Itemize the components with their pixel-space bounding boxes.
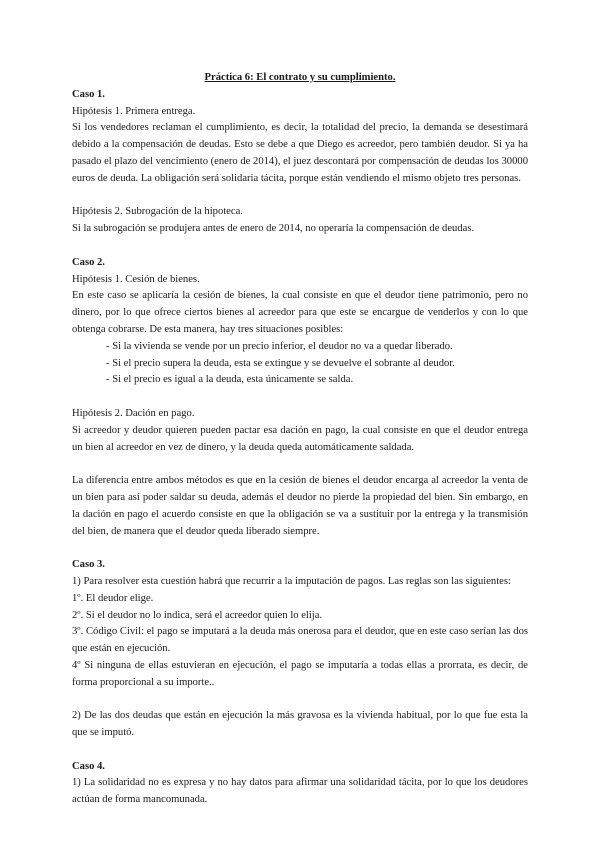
document-title: Práctica 6: El contrato y su cumplimiento.: [204, 72, 396, 83]
caso-2-diferencia-text: La diferencia entre ambos métodos es que en la cesión de bienes el deudor encarga al acreedor la venta de un bien para así poder saldar su deuda, además el deudor no pierde la propiedad del bien. Sin embargo, en la dación en pago el acuerdo consiste en que la obligación se va a sustituir por la entrega y la transmisión del bien, de manera que el deudor queda liberado siempre.: [72, 475, 528, 537]
caso-2-heading: Caso 2.: [72, 256, 105, 268]
caso-2-situaciones-list: [72, 339, 528, 389]
caso-2-hipotesis-2-label: Hipótesis 2. Dación en pago.: [72, 407, 195, 419]
caso-1-hipotesis-2-label: Hipótesis 2. Subrogación de la hipoteca.: [72, 206, 243, 218]
caso-1-hipotesis-1-text: Si los vendedores reclaman el cumplimiento, es decir, la totalidad del precio, la demanda se desestimará debido a la compensación de deudas. Esto se debe a que Diego es acreedor, pero también deudor. Si ya ha pasado el plazo del vencimiento (enero de 2014), el juez descontará por compensación de deudas los 30000 euros de deuda. La obligación será solidaria tácita, porque están vendiendo el mismo objeto tres personas.: [72, 122, 528, 184]
caso-3-rule-4: 4º Si ninguna de ellas estuvieran en ejecución, el pago se imputaría a todas ellas a prorrata, es decir, de forma proporcional a su importe..: [72, 659, 528, 688]
list-item: - Si el precio es igual a la deuda, esta únicamente se salda.: [106, 372, 528, 389]
list-item: - Si la vivienda se vende por un precio inferior, el deudor no va a quedar liberado.: [106, 339, 528, 356]
document-body: [72, 70, 528, 809]
caso-1-hipotesis-2-text: Si la subrogación se produjera antes de enero de 2014, no operaría la compensación de deudas.: [72, 223, 475, 235]
caso-3-rule-2: 2º. Si el deudor no lo indica, será el acreedor quien lo elija.: [72, 609, 323, 621]
caso-2-hipotesis-1-label: Hipótesis 1. Cesión de bienes.: [72, 273, 200, 285]
spacer: [72, 540, 528, 557]
caso-4-question-1-text: 1) La solidaridad no es expresa y no hay datos para afirmar una solidaridad tácita, por lo que los deudores actúan de forma mancomunada.: [72, 777, 528, 806]
list-item: - Si el precio supera la deuda, esta se extingue y se devuelve el sobrante al deudor.: [106, 356, 528, 373]
spacer: [72, 188, 528, 205]
caso-2-hipotesis-1-text: En este caso se aplicaría la cesión de bienes, la cual consiste en que el deudor tiene patrimonio, pero no dinero, por lo que ofrece ciertos bienes al acreedor para que este se encargue de venderlos y con lo que obtenga cobrarse. De esta manera, hay tres situaciones posibles:: [72, 290, 528, 335]
spacer: [72, 691, 528, 708]
spacer: [72, 238, 528, 255]
caso-3-question-1-text: 1) Para resolver esta cuestión habrá que recurrir a la imputación de pagos. Las reglas son las siguientes:: [72, 575, 511, 587]
caso-1-hipotesis-1-label: Hipótesis 1. Primera entrega.: [72, 105, 196, 117]
caso-4-heading: Caso 4.: [72, 760, 105, 772]
caso-3-question-2-text: 2) De las dos deudas que están en ejecución la más gravosa es la vivienda habitual, por lo que fue esta la que se imputó.: [72, 710, 528, 739]
spacer: [72, 389, 528, 406]
caso-3-rule-3: 3º. Código Civil: el pago se imputará a la deuda más onerosa para el deudor, que en este caso serían las dos que están en ejecución.: [72, 626, 528, 655]
spacer: [72, 456, 528, 473]
caso-1-heading: Caso 1.: [72, 88, 105, 100]
caso-2-hipotesis-2-text: Si acreedor y deudor quieren pueden pactar esa dación en pago, la cual consiste en que el deudor entrega un bien al acreedor en vez de dinero, y la deuda queda automáticamente saldada.: [72, 424, 528, 453]
caso-3-rule-1: 1º. El deudor elige.: [72, 592, 154, 604]
spacer: [72, 742, 528, 759]
caso-3-heading: Caso 3.: [72, 559, 105, 571]
